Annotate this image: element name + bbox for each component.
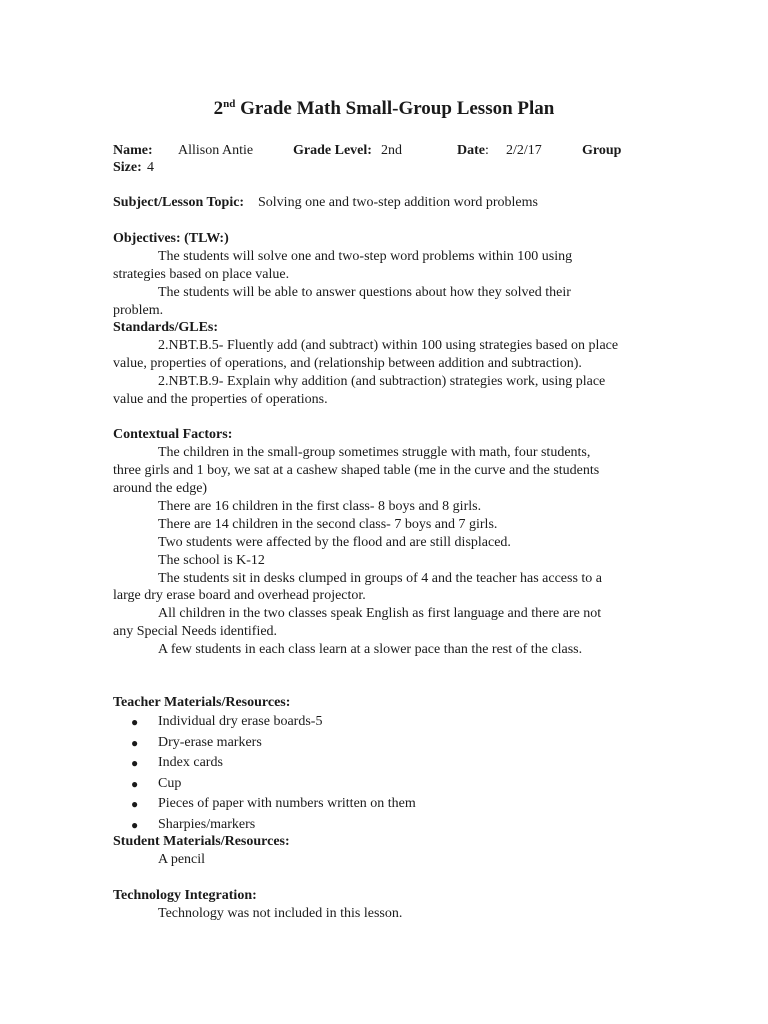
contextual-heading: Contextual Factors:: [113, 427, 233, 442]
contextual-line: There are 14 children in the second class- 7 boys and 7 girls.: [158, 517, 498, 532]
teacher-material-item: Index cards: [158, 755, 223, 770]
bullet-icon: ●: [131, 715, 139, 729]
grade-level-label: Grade Level:: [293, 143, 372, 158]
objectives-line: The students will solve one and two-step word problems within 100 using: [158, 249, 573, 264]
title-grade-number: 2: [213, 98, 224, 119]
date-label-group: [457, 142, 489, 160]
contextual-line: Two students were affected by the flood and are still displaced.: [158, 535, 511, 550]
bullet-icon: ●: [131, 797, 139, 811]
contextual-line: The school is K-12: [158, 553, 265, 568]
teacher-material-item: Dry-erase markers: [158, 735, 262, 750]
objectives-heading: Objectives: (TLW:): [113, 231, 229, 246]
contextual-line: around the edge): [113, 481, 208, 496]
page-title: [0, 92, 768, 121]
technology-heading: Technology Integration:: [113, 888, 257, 903]
bullet-icon: ●: [131, 756, 139, 770]
teacher-material-item: Cup: [158, 776, 182, 791]
bullet-icon: ●: [131, 818, 139, 832]
subject-value: Solving one and two-step addition word problems: [258, 195, 538, 210]
standards-line: 2.NBT.B.9- Explain why addition (and subtraction) strategies work, using place: [158, 374, 606, 389]
size-label: Size:: [113, 160, 142, 175]
objectives-line: strategies based on place value.: [113, 267, 290, 282]
bullet-icon: ●: [131, 777, 139, 791]
contextual-line: any Special Needs identified.: [113, 624, 278, 639]
student-materials-value: A pencil: [158, 852, 206, 867]
title-text: Grade Math Small-Group Lesson Plan: [235, 98, 555, 119]
name-label: Name:: [113, 143, 153, 158]
teacher-material-item: Sharpies/markers: [158, 817, 256, 832]
group-label: Group: [582, 143, 622, 158]
grade-level-value: 2nd: [381, 143, 402, 158]
contextual-line: large dry erase board and overhead projector.: [113, 588, 366, 603]
standards-heading: Standards/GLEs:: [113, 320, 219, 335]
title-superscript: nd: [223, 98, 236, 110]
bullet-icon: ●: [131, 736, 139, 750]
objectives-line: The students will be able to answer questions about how they solved their: [158, 285, 571, 300]
standards-line: value, properties of operations, and (relationship between addition and subtraction).: [113, 356, 582, 371]
subject-label: Subject/Lesson Topic:: [113, 195, 245, 210]
contextual-line: All children in the two classes speak English as first language and there are not: [158, 606, 602, 621]
teacher-materials-heading: Teacher Materials/Resources:: [113, 695, 291, 710]
name-value: Allison Antie: [178, 143, 254, 158]
size-value: 4: [147, 160, 154, 175]
date-label: Date: [457, 143, 485, 158]
contextual-line: The children in the small-group sometimes struggle with math, four students,: [158, 445, 591, 460]
technology-value: Technology was not included in this lesson.: [158, 906, 403, 921]
standards-line: value and the properties of operations.: [113, 392, 328, 407]
contextual-line: There are 16 children in the first class- 8 boys and 8 girls.: [158, 499, 482, 514]
contextual-line: The students sit in desks clumped in groups of 4 and the teacher has access to a: [158, 571, 602, 586]
objectives-line: problem.: [113, 303, 164, 318]
teacher-material-item: Individual dry erase boards-5: [158, 714, 323, 729]
date-colon: :: [485, 143, 489, 158]
standards-line: 2.NBT.B.5- Fluently add (and subtract) within 100 using strategies based on place: [158, 338, 619, 353]
contextual-line: three girls and 1 boy, we sat at a cashew shaped table (me in the curve and the students: [113, 463, 600, 478]
contextual-line: A few students in each class learn at a slower pace than the rest of the class.: [158, 642, 583, 657]
teacher-material-item: Pieces of paper with numbers written on them: [158, 796, 416, 811]
date-value: 2/2/17: [506, 143, 542, 158]
student-materials-heading: Student Materials/Resources:: [113, 834, 290, 849]
